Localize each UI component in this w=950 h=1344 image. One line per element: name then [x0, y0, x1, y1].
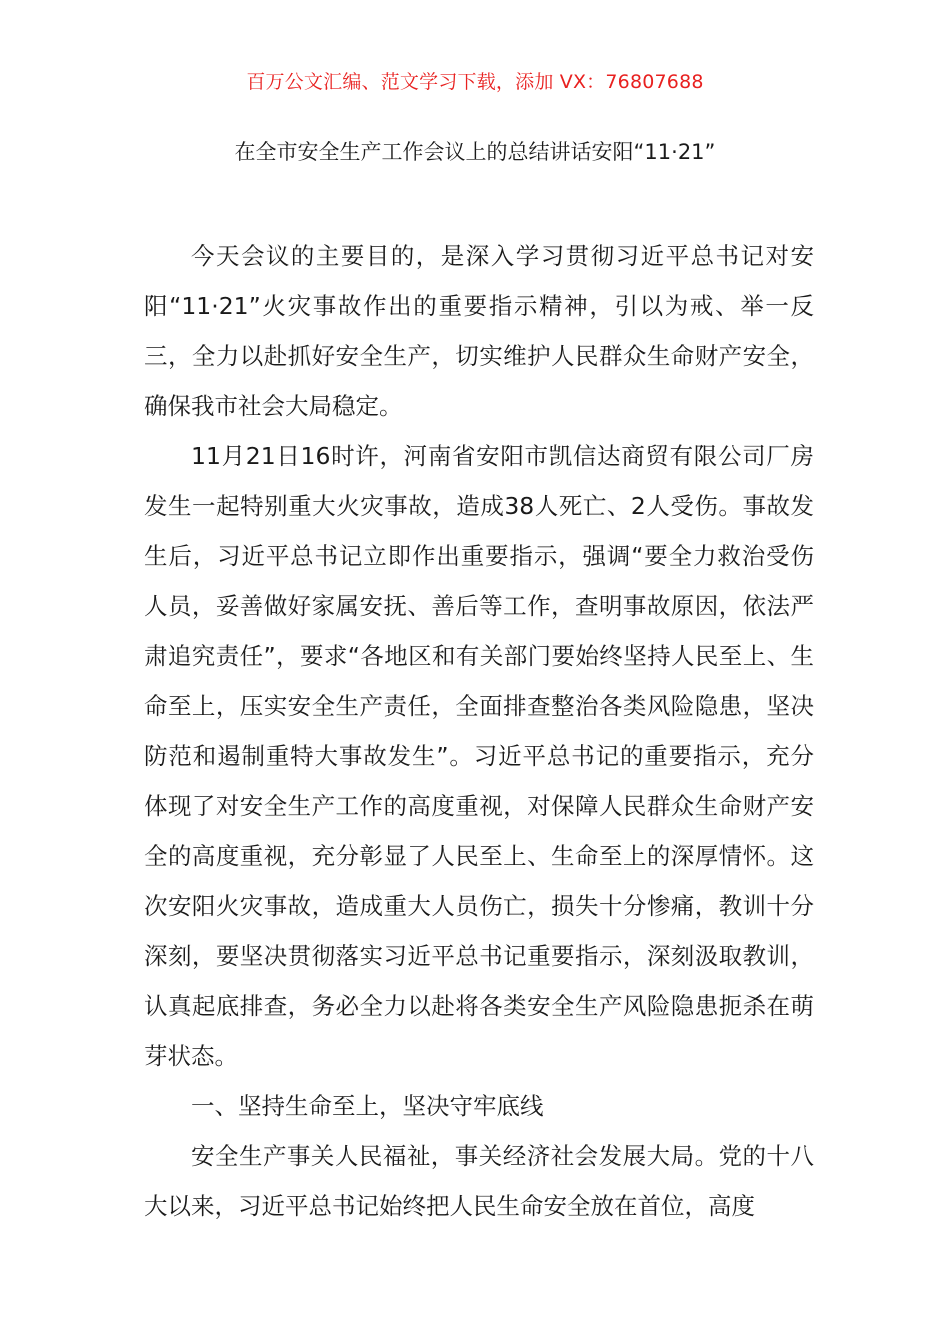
paragraph-section-1: 安全生产事关人民福祉，事关经济社会发展大局。党的十八大以来，习近平总书记始终把人民生命安全放在首位，高度: [144, 1142, 814, 1220]
paragraph-intro: 今天会议的主要目的，是深入学习贯彻习近平总书记对安阳“11·21”火灾事故作出的重要指示精神，引以为戒、举一反三，全力以赴抓好安全生产，切实维护人民群众生命财产安全，确保我市社会大局稳定。: [144, 242, 814, 420]
header-watermark: 百万公文汇编、范文学习下载，添加 VX：76807688: [246, 71, 704, 93]
document-body: [144, 231, 814, 1231]
paragraph-incident: 11月21日16时许，河南省安阳市凯信达商贸有限公司厂房发生一起特别重大火灾事故，造成38人死亡、2人受伤。事故发生后，习近平总书记立即作出重要指示，强调“要全力救治受伤人员，妥善做好家属安抚、善后等工作，查明事故原因，依法严肃追究责任”，要求“各地区和有关部门要始终坚持人民至上、生命至上，压实安全生产责任，全面排查整治各类风险隐患，坚决防范和遏制重特大事故发生”。习近平总书记的重要指示，充分体现了对安全生产工作的高度重视，对保障人民群众生命财产安全的高度重视，充分彰显了人民至上、生命至上的深厚情怀。这次安阳火灾事故，造成重大人员伤亡，损失十分惨痛，教训十分深刻，要坚决贯彻落实习近平总书记重要指示，深刻汲取教训，认真起底排查，务必全力以赴将各类安全生产风险隐患扼杀在萌芽状态。: [144, 442, 814, 1070]
document-title: 在全市安全生产工作会议上的总结讲话安阳“11·21”: [234, 140, 716, 164]
section-heading-1: 一、坚持生命至上，坚决守牢底线: [191, 1092, 544, 1120]
